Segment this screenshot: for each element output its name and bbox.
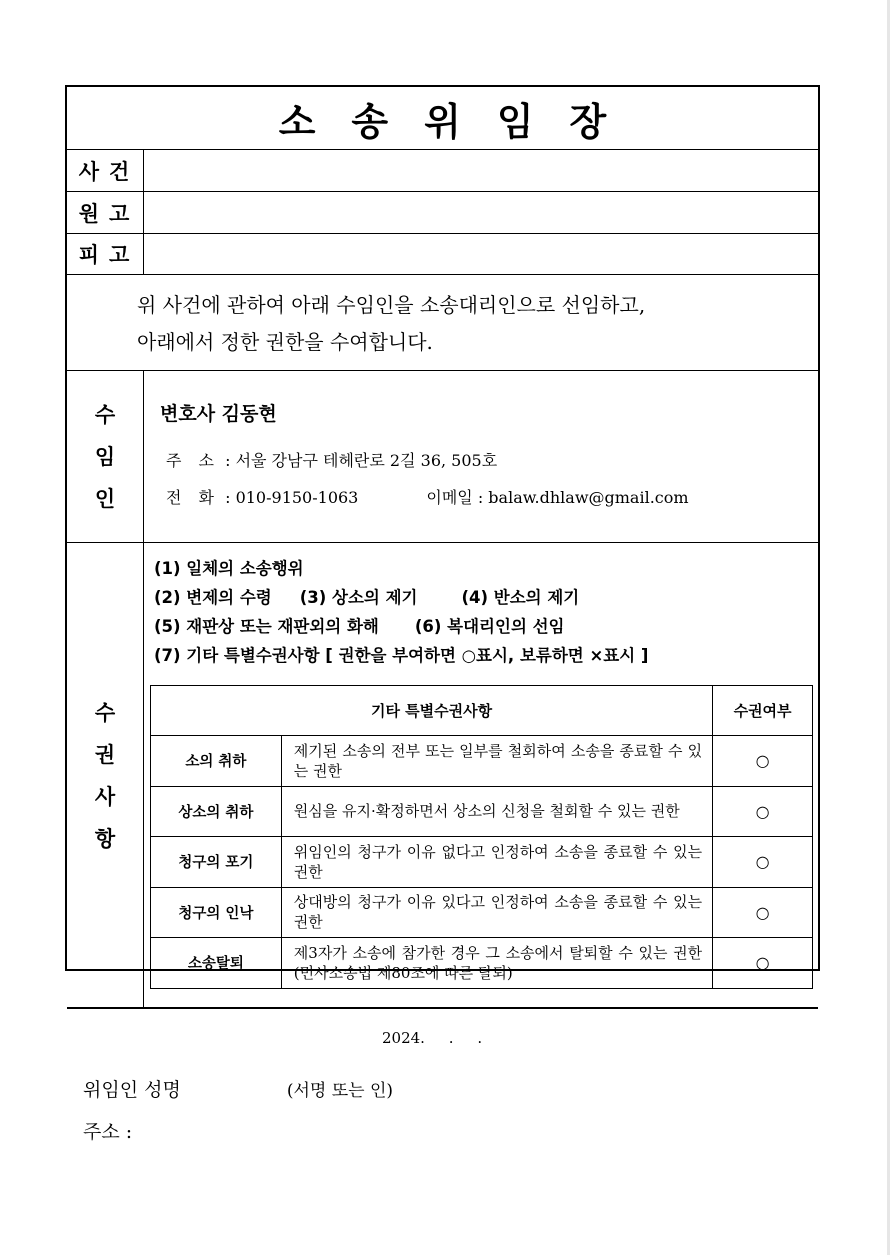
authorization-mark[interactable]: ○ xyxy=(713,887,813,938)
attorney-details xyxy=(160,399,689,508)
intro-line: 아래에서 정한 권한을 수여합니다. xyxy=(137,330,433,354)
powers-list xyxy=(154,554,648,670)
power-item xyxy=(154,583,648,612)
title-row xyxy=(67,87,818,150)
power-name: 청구의 포기 xyxy=(151,837,282,888)
powers-label xyxy=(67,543,144,1009)
table-row xyxy=(151,887,813,938)
page-title: 소송위임장 xyxy=(278,99,643,144)
attorney-name: 변호사 김동현 xyxy=(160,403,277,425)
power-name: 상소의 취하 xyxy=(151,786,282,837)
table-header-row xyxy=(151,686,813,736)
powers-section xyxy=(67,543,818,1009)
power-description: 원심을 유지·확정하면서 상소의 신청을 철회할 수 있는 권한 xyxy=(281,786,712,837)
power-item-3: (3) 상소의 제기 xyxy=(299,588,418,607)
defendant-label: 피고 xyxy=(67,234,144,274)
attorney-address: 주 소 : 서울 강남구 테헤란로 2길 36, 505호 xyxy=(166,448,689,471)
email-value: balaw.dhlaw@gmail.com xyxy=(488,488,689,507)
power-item-7: (7) 기타 특별수권사항 [ 권한을 부여하면 ○표시, 보류하면 ×표시 ] xyxy=(154,646,649,665)
signer-label: 위임인 성명 xyxy=(83,1079,181,1101)
case-label: 사건 xyxy=(67,150,144,191)
powers-label-char: 수 xyxy=(94,701,116,725)
authorization-mark[interactable]: ○ xyxy=(713,837,813,888)
attorney-section xyxy=(67,371,818,543)
authorization-mark[interactable]: ○ xyxy=(713,736,813,787)
signature-section xyxy=(67,1009,818,1171)
power-item xyxy=(154,641,648,670)
power-item-1: (1) 일체의 소송행위 xyxy=(154,559,304,578)
plaintiff-label: 원고 xyxy=(67,192,144,233)
email-label: 이메일 xyxy=(426,488,473,507)
power-item xyxy=(154,612,648,641)
table-row xyxy=(151,938,813,989)
attorney-label-char: 인 xyxy=(94,486,116,511)
signature-note: (서명 또는 인) xyxy=(286,1081,393,1101)
case-row xyxy=(67,150,818,192)
authorization-mark[interactable]: ○ xyxy=(713,786,813,837)
power-item xyxy=(154,554,648,583)
plaintiff-row xyxy=(67,192,818,234)
authorization-mark[interactable]: ○ xyxy=(713,938,813,989)
header-authorization: 수권여부 xyxy=(713,686,813,736)
powers-label-char: 사 xyxy=(94,785,116,809)
header-special-powers: 기타 특별수권사항 xyxy=(151,686,713,736)
attorney-label-char: 임 xyxy=(94,444,116,469)
table-row xyxy=(151,786,813,837)
power-description: 제기된 소송의 전부 또는 일부를 철회하여 소송을 종료할 수 있는 권한 xyxy=(281,736,712,787)
phone-label: 전 화 xyxy=(166,488,220,507)
address-value: 서울 강남구 테헤란로 2길 36, 505호 xyxy=(235,451,498,470)
attorney-contact: 전 화 : 010-9150-1063 이메일 : balaw.dhlaw@gmail.com xyxy=(166,485,689,508)
power-description: 상대방의 청구가 이유 있다고 인정하여 소송을 종료할 수 있는 권한 xyxy=(281,887,712,938)
signing-date: 2024. . . xyxy=(382,1029,483,1047)
table-row xyxy=(151,736,813,787)
powers-label-char: 항 xyxy=(94,827,116,851)
power-name: 소의 취하 xyxy=(151,736,282,787)
power-item-4: (4) 반소의 제기 xyxy=(461,588,580,607)
intro-line: 위 사건에 관하여 아래 수임인을 소송대리인으로 선임하고, xyxy=(137,293,646,317)
power-name: 소송탈퇴 xyxy=(151,938,282,989)
power-description: 제3자가 소송에 참가한 경우 그 소송에서 탈퇴할 수 있는 권한(민사소송법 제80조에 따른 탈퇴) xyxy=(281,938,712,989)
phone-value: 010-9150-1063 xyxy=(235,488,359,507)
power-of-attorney-form xyxy=(65,85,820,1143)
attorney-label-char: 수 xyxy=(94,402,116,427)
power-name: 청구의 인낙 xyxy=(151,887,282,938)
power-item-5: (5) 재판상 또는 재판외의 화해 xyxy=(154,617,379,636)
table-row xyxy=(151,837,813,888)
intro-statement xyxy=(67,275,818,371)
address-label: 주 소 xyxy=(166,451,220,470)
power-item-2: (2) 변제의 수령 xyxy=(154,588,272,607)
defendant-row xyxy=(67,234,818,275)
special-powers-table xyxy=(150,685,813,989)
signer-address-label: 주소 : xyxy=(83,1121,133,1143)
power-description: 위임인의 청구가 이유 없다고 인정하여 소송을 종료할 수 있는 권한 xyxy=(281,837,712,888)
power-item-6: (6) 복대리인의 선임 xyxy=(414,617,565,636)
attorney-label xyxy=(67,371,144,542)
powers-label-char: 권 xyxy=(94,743,116,767)
signer-line xyxy=(83,1075,393,1102)
